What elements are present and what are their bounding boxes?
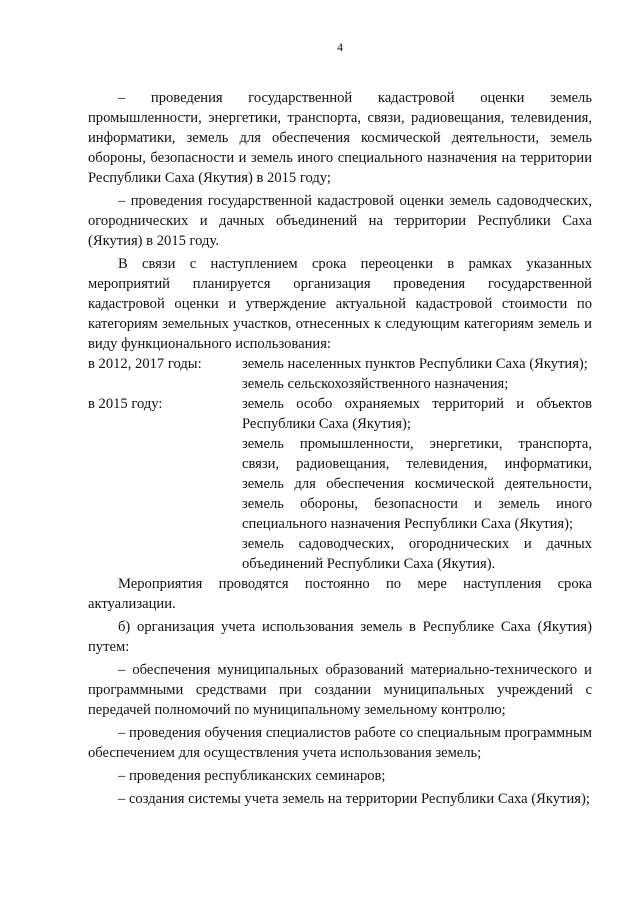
schedule-row-2015	[88, 394, 592, 574]
section-b-item-1: – обеспечения муниципальных образований материально-технического и программными средствами при создании муниципальных учреждений с передачей полномочий по муниципальному земельному контролю;	[88, 662, 592, 718]
section-b-heading: б) организация учета использования земель в Республике Саха (Якутия) путем:	[88, 619, 592, 655]
actualization-paragraph: Мероприятия проводятся постоянно по мере наступления срока актуализации.	[88, 576, 592, 612]
schedule-year-label: в 2012, 2017 годы:	[88, 356, 202, 372]
schedule-year-label: в 2015 году:	[88, 396, 163, 412]
revaluation-paragraph: В связи с наступлением срока переоценки в рамках указанных мероприятий планируется организация проведения государственной кадастровой оценки и утверждение актуальной кадастровой стоимости по категориям земельных участков, отнесенных к следующим категориям земель и виду функционального использования:	[88, 256, 592, 352]
category-item: земель садоводческих, огороднических и дачных объединений Республики Саха (Якутия).	[242, 536, 592, 572]
page-number: 4	[337, 40, 343, 54]
schedule-categories	[242, 394, 592, 574]
category-item: земель промышленности, энергетики, транспорта, связи, радиовещания, телевидения, информатики, земель для обеспечения космической деятельности, земель обороны, безопасности и земель иного специального назначения Республики Саха (Якутия);	[242, 436, 592, 532]
category-item: земель населенных пунктов Республики Саха (Якутия);	[242, 356, 588, 372]
schedule-categories	[242, 354, 592, 394]
intro-item-1: – проведения государственной кадастровой оценки земель промышленности, энергетики, транспорта, связи, радиовещания, телевидения, информатики, земель для обеспечения космической деятельности, земель обороны, безопасности и земель иного специального назначения на территории Республики Саха (Якутия) в 2015 году;	[88, 90, 592, 186]
category-item: земель особо охраняемых территорий и объектов Республики Саха (Якутия);	[242, 396, 592, 432]
category-item: земель сельскохозяйственного назначения;	[242, 376, 509, 392]
section-b-item-3: – проведения республиканских семинаров;	[118, 768, 386, 784]
schedule-row-2012-2017	[88, 354, 592, 394]
section-b-item-4: – создания системы учета земель на территории Республики Саха (Якутия);	[118, 791, 590, 807]
section-b-item-2: – проведения обучения специалистов работе со специальным программным обеспечением для осуществления учета использования земель;	[88, 725, 592, 761]
intro-item-2: – проведения государственной кадастровой оценки земель садоводческих, огороднических и дачных объединений на территории Республики Саха (Якутия) в 2015 году.	[88, 193, 592, 249]
